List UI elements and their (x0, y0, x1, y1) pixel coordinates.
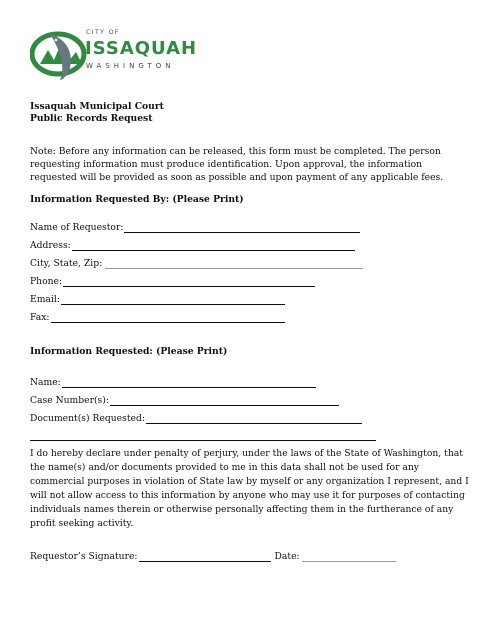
signature-field[interactable] (139, 551, 271, 562)
requestor-name-label: Name of Requestor: (30, 222, 124, 233)
documents-requested-field[interactable] (146, 413, 362, 424)
fax-label: Fax: (30, 312, 50, 323)
form-title: Public Records Request (30, 113, 153, 124)
phone-field[interactable] (63, 276, 315, 287)
section-info-requested-heading: Information Requested: (Please Print) (30, 346, 228, 357)
email-field[interactable] (61, 294, 285, 305)
date-field[interactable] (302, 551, 396, 562)
requestor-name-field[interactable] (124, 222, 360, 233)
signature-label: Requestor’s Signature: (30, 551, 138, 562)
email-row (30, 294, 285, 305)
date-label: Date: (274, 551, 300, 562)
city-state-zip-row (30, 258, 363, 269)
address-field[interactable] (72, 240, 355, 251)
city-logo (30, 26, 198, 82)
subject-name-field[interactable] (62, 377, 316, 388)
phone-row (30, 276, 315, 287)
address-label: Address: (30, 240, 71, 251)
fax-row (30, 312, 285, 323)
documents-requested-extra-line[interactable] (30, 440, 376, 441)
address-row (30, 240, 355, 251)
documents-requested-label: Document(s) Requested: (30, 413, 145, 424)
fax-field[interactable] (51, 312, 285, 323)
email-label: Email: (30, 294, 60, 305)
requestor-name-row (30, 222, 360, 233)
documents-requested-row (30, 413, 362, 424)
phone-label: Phone: (30, 276, 63, 287)
city-state-zip-field[interactable] (105, 258, 363, 269)
section-requested-by-heading: Information Requested By: (Please Print) (30, 194, 244, 205)
case-number-label: Case Number(s): (30, 395, 109, 406)
logo-state: WASHINGTON (86, 62, 175, 70)
logo-city-name: ISSAQUAH (85, 38, 198, 59)
logo-city-of: CITY OF (86, 28, 120, 36)
fish-emblem-icon (30, 26, 90, 82)
subject-name-label: Name: (30, 377, 61, 388)
city-state-zip-label: City, State, Zip: (30, 258, 103, 269)
case-number-row (30, 395, 339, 406)
subject-name-row (30, 377, 316, 388)
case-number-field[interactable] (110, 395, 339, 406)
perjury-declaration: I do hereby declare under penalty of perjury, under the laws of the State of Washington, that the name(s) and/or documents provided to me in this data shall not be used for any commercial purposes in violation of State law by myself or any organization I represent, and I will not allow access to this information by anyone who may use it for purposes of contacting individuals names therein or otherwise personally affecting them in the furtherance of any profit seeking activity. (30, 448, 469, 529)
court-name: Issaquah Municipal Court (30, 101, 164, 112)
instructions-note: Note: Before any information can be released, this form must be completed. The person requesting information must produce identification. Upon approval, the information requested will be provided as soon as possible and upon payment of any applicable fees. (30, 146, 444, 183)
signature-row (30, 551, 396, 562)
